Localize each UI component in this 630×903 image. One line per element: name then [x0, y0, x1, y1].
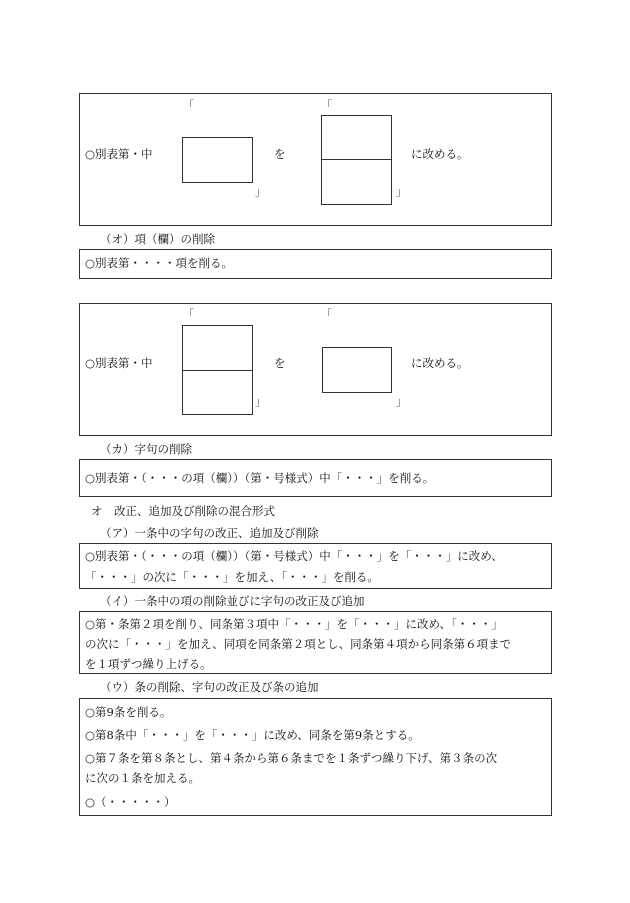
diagram-2-new-box	[322, 347, 392, 393]
box-article-deletion-mixed-line-3: ○第７条を第８条とし、第４条から第６条までを１条ずつ繰り下げ、第３条の次	[85, 751, 498, 765]
diagram-2-wo: を	[274, 356, 286, 370]
box-item-deletion-text: ○別表第・・・・項を削る。	[85, 256, 234, 270]
section-mixed-format: オ 改正、追加及び削除の混合形式	[91, 504, 275, 518]
box-paragraph-deletion-mixed-line-3: を１項ずつ繰り上げる。	[85, 657, 212, 671]
diagram-1-close-bracket-left: 」	[255, 185, 266, 198]
diagram-2-close-bracket-left: 」	[255, 395, 266, 408]
diagram-1-open-bracket-right: 「	[321, 99, 332, 112]
box-paragraph-deletion-mixed-line-2: の次に「・・・」を加え、同項を同条第２項とし、同条第４項から同条第６項まで	[85, 637, 512, 651]
box-article-deletion-mixed-line-1: ○第9条を削る。	[85, 705, 172, 719]
heading-phrase-deletion: （カ）字句の削除	[100, 442, 192, 456]
box-article-deletion-mixed-line-2: ○第8条中「・・・」を「・・・」に改め、同条を第9条とする。	[85, 728, 420, 742]
heading-item-deletion: （オ）項（欄）の削除	[100, 232, 215, 246]
diagram-1-new-box	[321, 115, 392, 205]
diagram-2-open-bracket-left: 「	[183, 308, 194, 321]
box-article-deletion-mixed-line-4: に次の１条を加える。	[85, 771, 200, 785]
diagram-2-old-box-divider	[182, 370, 253, 371]
heading-article-deletion-mixed: （ウ）条の削除、字句の改正及び条の追加	[100, 680, 319, 694]
heading-paragraph-deletion-mixed: （イ）一条中の項の削除並びに字句の改正及び追加	[100, 594, 365, 608]
box-paragraph-deletion-mixed-line-1: ○第・条第２項を削り、同条第３項中「・・・」を「・・・」に改め、「・・・」	[85, 617, 503, 631]
diagram-1-open-bracket-left: 「	[183, 99, 194, 112]
heading-one-article-mixed: （ア）一条中の字句の改正、追加及び削除	[100, 526, 319, 540]
diagram-2-result: に改める。	[411, 356, 469, 370]
diagram-2-open-bracket-right: 「	[321, 308, 332, 321]
diagram-1-label: ○別表第・中	[85, 147, 153, 161]
box-article-deletion-mixed-line-5: ○（・・・・・）	[85, 795, 176, 809]
box-phrase-deletion-text: ○別表第・（・・・の項（欄））（第・号様式）中「・・・」を削る。	[85, 471, 435, 485]
diagram-1-close-bracket-right: 」	[396, 185, 407, 198]
diagram-2-close-bracket-right: 」	[396, 395, 407, 408]
box-one-article-mixed-line-2: 「・・・」の次に「・・・」を加え、「・・・」を削る。	[85, 570, 379, 584]
box-one-article-mixed-line-1: ○別表第・（・・・の項（欄））（第・号様式）中「・・・」を「・・・」に改め、	[85, 549, 503, 563]
diagram-1-wo: を	[274, 147, 286, 161]
diagram-2-label: ○別表第・中	[85, 356, 153, 370]
diagram-1-result: に改める。	[411, 147, 469, 161]
diagram-1-new-box-divider	[321, 159, 392, 160]
diagram-1-old-box	[182, 137, 253, 183]
